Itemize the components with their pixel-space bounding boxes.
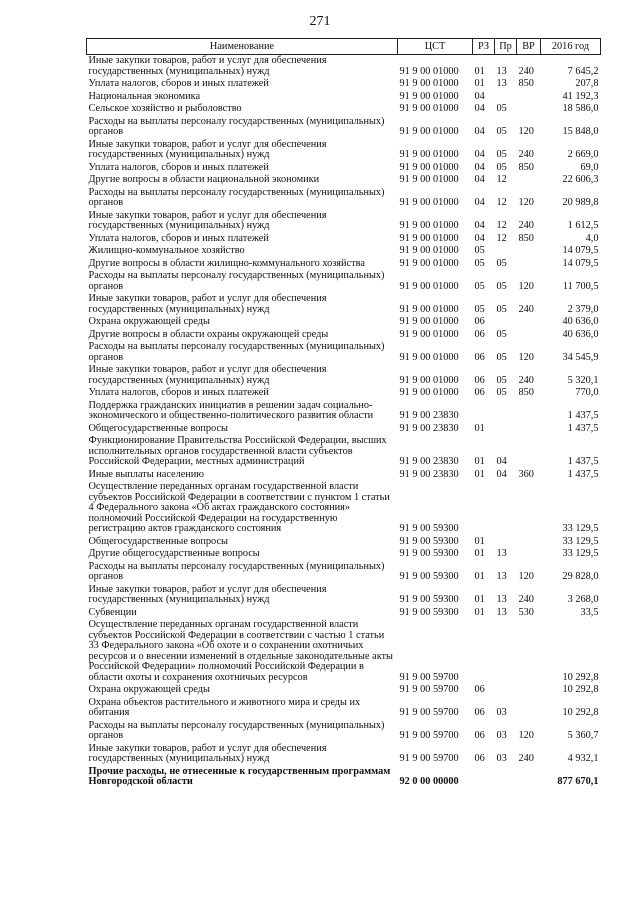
cell-rz: 06: [474, 387, 485, 398]
cell-amount: 770,0: [575, 387, 599, 398]
cell-rz: 01: [474, 548, 485, 559]
table-row: [87, 245, 601, 258]
cell-pr: 05: [496, 126, 507, 137]
cell-cst: 91 9 00 23830: [399, 456, 459, 467]
cell-vr: 120: [518, 730, 534, 741]
table-row: [87, 619, 601, 684]
cell-rz: 04: [474, 220, 485, 231]
cell-cst: 91 9 00 23830: [399, 410, 459, 421]
cell-name: Другие вопросы в области охраны окружающей среды: [88, 328, 329, 340]
cell-pr: 05: [496, 387, 507, 398]
cell-cst: 91 9 00 01000: [399, 245, 459, 256]
cell-vr: [517, 91, 541, 104]
cell-amount: 2 379,0: [567, 303, 599, 315]
cell-pr: 12: [496, 232, 507, 244]
table-row: [87, 341, 601, 364]
table-row: [87, 162, 601, 175]
table-row: [87, 364, 601, 387]
cell-name: Уплата налогов, сборов и иных платежей: [88, 387, 269, 398]
cell-name: Расходы на выплаты персоналу государственных (муниципальных) органов: [88, 186, 385, 208]
cell-amount: 7 645,2: [567, 65, 599, 77]
cell-rz: [473, 481, 495, 536]
cell-rz: 04: [474, 197, 485, 208]
cell-name: Осуществление переданных органам государственной власти субъектов Российской Федерации в соответствии с пунктом 1 статьи 4 Федерального закона «Об актах гражданского состояния» полномочий Российской Федерации на государственную регистрацию актов гражданского состояния: [88, 481, 390, 534]
table-row: [87, 258, 601, 271]
cell-vr: [517, 400, 541, 423]
cell-rz: 04: [474, 90, 485, 102]
cell-pr: 13: [496, 571, 507, 582]
table-row: [87, 78, 601, 91]
cell-pr: 05: [496, 303, 507, 315]
cell-vr: [517, 697, 541, 720]
cell-rz: 04: [474, 174, 485, 185]
cell-pr: [495, 619, 517, 684]
table-row: [87, 435, 601, 469]
cell-cst: 91 9 00 01000: [399, 78, 459, 89]
cell-name: Субвенции: [88, 606, 137, 618]
table-row: [87, 743, 601, 766]
cell-cst: 91 9 00 01000: [399, 374, 459, 386]
cell-vr: [517, 536, 541, 549]
cell-vr: 240: [518, 65, 534, 77]
cell-cst: 91 9 00 59700: [399, 707, 459, 718]
cell-pr: 03: [496, 730, 507, 741]
cell-vr: [517, 766, 541, 789]
header-pr: Пр: [495, 39, 517, 55]
header-cst: ЦСТ: [398, 39, 473, 55]
cell-pr: 05: [496, 103, 507, 114]
cell-pr: 05: [496, 374, 507, 386]
cell-rz: 04: [474, 103, 485, 114]
cell-cst: 91 9 00 59300: [399, 606, 459, 618]
cell-vr: 120: [518, 571, 534, 582]
cell-pr: 12: [496, 197, 507, 208]
cell-pr: 05: [496, 328, 507, 340]
cell-rz: 06: [474, 351, 485, 363]
cell-cst: 91 9 00 01000: [399, 303, 459, 315]
cell-vr: [517, 258, 541, 271]
cell-rz: [473, 400, 495, 423]
cell-name: Иные выплаты населению: [88, 468, 205, 480]
header-name: Наименование: [87, 39, 398, 55]
cell-pr: 13: [496, 594, 507, 605]
cell-rz: 01: [474, 456, 485, 467]
cell-vr: [517, 684, 541, 697]
cell-vr: 850: [518, 78, 534, 89]
cell-vr: 360: [518, 468, 534, 480]
cell-rz: 06: [474, 684, 485, 695]
cell-cst: 91 9 00 59300: [399, 548, 459, 559]
cell-pr: [495, 316, 517, 329]
cell-amount: 3 268,0: [567, 594, 599, 605]
cell-amount: 20 989,8: [562, 197, 599, 208]
table-row: [87, 536, 601, 549]
cell-pr: [495, 423, 517, 436]
table-row: [87, 720, 601, 743]
cell-amount: 10 292,8: [562, 707, 599, 718]
cell-vr: 120: [518, 197, 534, 208]
cell-pr: [495, 481, 517, 536]
budget-table: [86, 38, 601, 789]
cell-amount: 33,5: [580, 606, 599, 618]
cell-cst: 91 9 00 01000: [399, 351, 459, 363]
cell-amount: 22 606,3: [562, 174, 599, 185]
cell-vr: [517, 619, 541, 684]
cell-cst: 91 9 00 59700: [399, 684, 459, 695]
cell-name: Сельское хозяйство и рыболовство: [88, 103, 242, 114]
cell-name: Иные закупки товаров, работ и услуг для обеспечения государственных (муниципальных) нужд: [88, 209, 327, 231]
cell-vr: 240: [518, 374, 534, 386]
cell-cst: 91 9 00 23830: [399, 422, 459, 434]
cell-amount: 10 292,8: [562, 671, 599, 683]
cell-amount: 33 129,5: [562, 523, 599, 534]
cell-amount: 34 545,9: [562, 351, 599, 363]
cell-cst: 91 9 00 59700: [399, 671, 459, 683]
table-row: [87, 103, 601, 116]
header-vr: ВР: [517, 39, 541, 55]
cell-amount: 1 612,5: [567, 220, 599, 231]
cell-pr: 13: [496, 548, 507, 559]
cell-pr: 04: [496, 468, 507, 480]
cell-amount: 5 360,7: [567, 730, 599, 741]
cell-rz: 01: [474, 571, 485, 582]
cell-name: Жилищно-коммунальное хозяйство: [88, 245, 245, 256]
cell-vr: [517, 435, 541, 469]
table-row: [87, 329, 601, 342]
table-row: [87, 210, 601, 233]
table-row: [87, 766, 601, 789]
cell-cst: 91 9 00 59300: [399, 523, 459, 534]
cell-vr: [517, 329, 541, 342]
cell-name: Иные закупки товаров, работ и услуг для обеспечения государственных (муниципальных) нужд: [88, 55, 327, 77]
cell-pr: 03: [496, 753, 507, 764]
cell-pr: 05: [496, 149, 507, 160]
cell-name: Иные закупки товаров, работ и услуг для обеспечения государственных (муниципальных) нужд: [88, 293, 327, 315]
cell-vr: 120: [518, 351, 534, 363]
cell-name: Охрана объектов растительного и животного мира и среды их обитания: [88, 696, 361, 718]
cell-name: Другие вопросы в области жилищно-коммунального хозяйства: [88, 257, 365, 269]
cell-vr: 530: [518, 606, 534, 618]
cell-pr: 05: [496, 161, 507, 173]
table-row: [87, 187, 601, 210]
cell-vr: 240: [518, 149, 534, 160]
cell-name: Расходы на выплаты персоналу государственных (муниципальных) органов: [88, 341, 385, 363]
cell-vr: [517, 174, 541, 187]
cell-cst: 91 9 00 01000: [399, 103, 459, 114]
cell-rz: 01: [474, 468, 485, 480]
cell-vr: 240: [518, 753, 534, 764]
table-row: [87, 481, 601, 536]
cell-name: Охрана окружающей среды: [88, 316, 210, 327]
table-row: [87, 607, 601, 620]
cell-pr: 13: [496, 606, 507, 618]
table-row: [87, 91, 601, 104]
cell-pr: [495, 91, 517, 104]
cell-name: Осуществление переданных органам государственной власти субъектов Российской Федерации в соответствии с частью 1 статьи 33 Федерального закона «Об охоте и о сохранении охотничьих ресурсов и о внесении изменений в отдельные законодательные акты Российской Федерации» полномочий Российской Федерации в области охоты и сохранения охотничьих ресурсов: [88, 619, 393, 683]
cell-rz: 06: [474, 328, 485, 340]
cell-amount: 41 192,3: [562, 90, 599, 102]
table-row: [87, 293, 601, 316]
table-row: [87, 584, 601, 607]
table-body: [87, 55, 601, 789]
header-rz: РЗ: [473, 39, 495, 55]
cell-amount: 14 079,5: [562, 257, 599, 269]
cell-cst: 91 9 00 01000: [399, 220, 459, 231]
cell-amount: 877 670,1: [557, 776, 599, 787]
cell-name: Охрана окружающей среды: [88, 684, 210, 695]
table-header-row: [87, 39, 601, 55]
cell-rz: 06: [474, 316, 485, 327]
cell-rz: 05: [474, 245, 485, 256]
cell-cst: 91 9 00 01000: [399, 161, 459, 173]
cell-cst: 91 9 00 59300: [399, 571, 459, 582]
cell-cst: 91 9 00 23830: [399, 468, 459, 480]
cell-cst: 91 9 00 59700: [399, 730, 459, 741]
cell-pr: [495, 400, 517, 423]
cell-pr: [495, 684, 517, 697]
table-row: [87, 561, 601, 584]
cell-rz: 05: [474, 257, 485, 269]
cell-amount: 4 932,1: [567, 753, 599, 764]
cell-vr: [517, 423, 541, 436]
cell-vr: [517, 548, 541, 561]
cell-amount: 1 437,5: [567, 456, 599, 467]
table-row: [87, 697, 601, 720]
cell-rz: 06: [474, 374, 485, 386]
cell-vr: 850: [518, 232, 534, 244]
cell-amount: 5 320,1: [567, 374, 599, 386]
cell-vr: 120: [518, 126, 534, 137]
cell-vr: [517, 245, 541, 258]
cell-amount: 1 437,5: [567, 410, 599, 421]
page-number: 271: [309, 14, 331, 29]
cell-amount: 207,8: [575, 78, 599, 89]
cell-name: Расходы на выплаты персоналу государственных (муниципальных) органов: [88, 719, 385, 741]
cell-name: Прочие расходы, не отнесенные к государственным программам Новгородской области: [88, 765, 391, 787]
cell-cst: 91 9 00 01000: [399, 280, 459, 292]
cell-amount: 1 437,5: [567, 468, 599, 480]
cell-pr: 13: [496, 65, 507, 77]
cell-amount: 40 636,0: [562, 316, 599, 327]
table-row: [87, 55, 601, 79]
cell-rz: 05: [474, 303, 485, 315]
cell-name: Национальная экономика: [88, 90, 201, 102]
cell-cst: 91 9 00 01000: [399, 174, 459, 185]
cell-amount: 18 586,0: [562, 103, 599, 114]
cell-amount: 4,0: [585, 232, 599, 244]
cell-name: Расходы на выплаты персоналу государственных (муниципальных) органов: [88, 560, 385, 582]
cell-cst: 91 9 00 01000: [399, 257, 459, 269]
cell-cst: 91 9 00 01000: [399, 126, 459, 137]
cell-pr: 04: [496, 456, 507, 467]
cell-amount: 2 669,0: [567, 149, 599, 160]
cell-name: Иные закупки товаров, работ и услуг для обеспечения государственных (муниципальных) нужд: [88, 742, 327, 764]
cell-rz: 01: [474, 594, 485, 605]
table-row: [87, 174, 601, 187]
cell-amount: 1 437,5: [567, 422, 599, 434]
cell-cst: 91 9 00 59300: [399, 594, 459, 605]
cell-rz: 01: [474, 78, 485, 89]
cell-amount: 10 292,8: [562, 684, 599, 695]
cell-vr: 240: [518, 594, 534, 605]
table-row: [87, 116, 601, 139]
cell-cst: 91 9 00 01000: [399, 65, 459, 77]
cell-pr: [495, 536, 517, 549]
header-amount: 2016 год: [541, 39, 601, 55]
table-row: [87, 684, 601, 697]
cell-cst: 91 9 00 01000: [399, 232, 459, 244]
table-row: [87, 400, 601, 423]
cell-vr: [517, 316, 541, 329]
cell-vr: 240: [518, 220, 534, 231]
cell-rz: 01: [474, 606, 485, 618]
cell-name: Уплата налогов, сборов и иных платежей: [88, 232, 269, 244]
cell-amount: 14 079,5: [562, 245, 599, 256]
cell-rz: 05: [474, 280, 485, 292]
cell-cst: 91 9 00 01000: [399, 316, 459, 327]
table-row: [87, 316, 601, 329]
cell-name: Поддержка гражданских инициатив в решении задач социально-экономического и общественно-политического развития области: [88, 399, 374, 421]
cell-rz: 01: [474, 535, 485, 547]
cell-name: Общегосударственные вопросы: [88, 422, 228, 434]
cell-rz: [473, 766, 495, 789]
cell-pr: 03: [496, 707, 507, 718]
cell-name: Иные закупки товаров, работ и услуг для обеспечения государственных (муниципальных) нужд: [88, 138, 327, 160]
table-row: [87, 270, 601, 293]
cell-pr: 05: [496, 351, 507, 363]
cell-amount: 69,0: [580, 161, 599, 173]
cell-name: Иные закупки товаров, работ и услуг для обеспечения государственных (муниципальных) нужд: [88, 583, 327, 605]
cell-cst: 91 9 00 01000: [399, 328, 459, 340]
cell-vr: 850: [518, 387, 534, 398]
cell-name: Иные закупки товаров, работ и услуг для обеспечения государственных (муниципальных) нужд: [88, 364, 327, 386]
cell-name: Другие вопросы в области национальной экономики: [88, 174, 320, 185]
cell-amount: 40 636,0: [562, 328, 599, 340]
cell-pr: 13: [496, 78, 507, 89]
cell-vr: 850: [518, 161, 534, 173]
cell-name: Другие общегосударственные вопросы: [88, 548, 260, 559]
table-row: [87, 423, 601, 436]
cell-vr: [517, 481, 541, 536]
cell-name: Расходы на выплаты персоналу государственных (муниципальных) органов: [88, 270, 385, 292]
cell-vr: 120: [518, 280, 534, 292]
cell-rz: 04: [474, 232, 485, 244]
cell-name: Уплата налогов, сборов и иных платежей: [88, 78, 269, 89]
cell-pr: 05: [496, 280, 507, 292]
cell-name: Расходы на выплаты персоналу государственных (муниципальных) органов: [88, 115, 385, 137]
cell-pr: 05: [496, 257, 507, 269]
cell-cst: 92 0 00 00000: [399, 776, 459, 787]
cell-rz: 04: [474, 126, 485, 137]
cell-rz: 06: [474, 707, 485, 718]
cell-rz: [473, 619, 495, 684]
cell-cst: 91 9 00 01000: [399, 149, 459, 160]
cell-rz: 04: [474, 149, 485, 160]
table-row: [87, 139, 601, 162]
cell-pr: 12: [496, 174, 507, 185]
cell-pr: [495, 766, 517, 789]
cell-cst: 91 9 00 01000: [399, 90, 459, 102]
table-row: [87, 469, 601, 482]
table-row: [87, 233, 601, 246]
table-row: [87, 548, 601, 561]
cell-amount: 29 828,0: [562, 571, 599, 582]
cell-amount: 33 129,5: [562, 535, 599, 547]
cell-amount: 11 700,5: [562, 280, 599, 292]
cell-pr: 12: [496, 220, 507, 231]
cell-name: Функционирование Правительства Российской Федерации, высших исполнительных органов государственной власти субъектов Российской Федерации, местных администраций: [88, 435, 387, 467]
cell-amount: 33 129,5: [562, 548, 599, 559]
cell-rz: 06: [474, 730, 485, 741]
cell-name: Уплата налогов, сборов и иных платежей: [88, 161, 269, 173]
cell-vr: 240: [518, 303, 534, 315]
cell-name: Общегосударственные вопросы: [88, 535, 228, 547]
table-row: [87, 387, 601, 400]
cell-rz: 01: [474, 65, 485, 77]
cell-rz: 04: [474, 161, 485, 173]
cell-cst: 91 9 00 59700: [399, 753, 459, 764]
cell-rz: 06: [474, 753, 485, 764]
cell-cst: 91 9 00 01000: [399, 387, 459, 398]
cell-rz: 01: [474, 422, 485, 434]
cell-cst: 91 9 00 59300: [399, 535, 459, 547]
cell-cst: 91 9 00 01000: [399, 197, 459, 208]
cell-pr: [495, 245, 517, 258]
cell-vr: [517, 103, 541, 116]
cell-amount: 15 848,0: [562, 126, 599, 137]
